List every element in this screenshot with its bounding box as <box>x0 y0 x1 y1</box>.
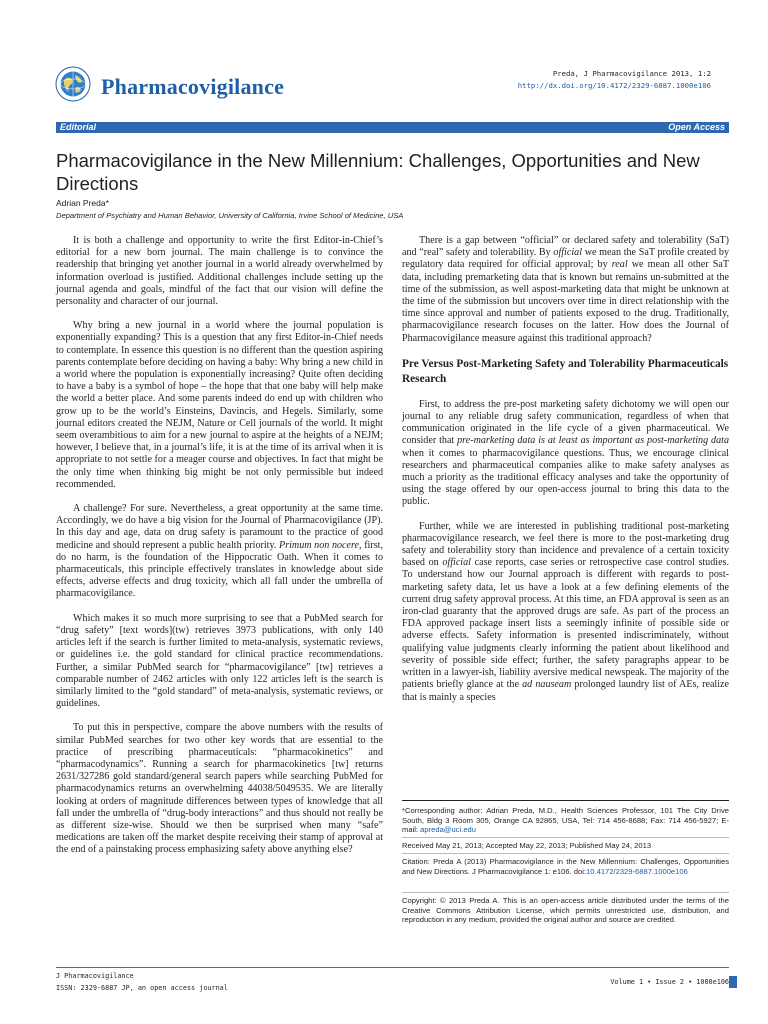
citation-line: Preda, J Pharmacovigilance 2013, 1:2 <box>552 69 711 78</box>
article-title: Pharmacovigilance in the New Millennium: Challenges, Opportunities and New Directions <box>56 150 700 194</box>
text-run: There is a gap between “official” or declared safety and tolerability (SaT) and “real” safety and tolerability. By <box>402 235 729 259</box>
section-label: Editorial <box>60 122 97 132</box>
paragraph: Which makes it so much more surprising to see that a PubMed search for “drug safety” [text words](tw) retrieves 3973 publications, with only 140 articles left if the search is further limited to meta-analysis, systematic reviews, or guidelines i.e. the gold standard for clinical practice recommendations. Further, a similar PubMed search for “pharmacovigilance” [tw] retrieves a comparable number of 2462 articles with only 122 articles left is the search is similarly limited to the “gold standard” of meta-analysis, systematic reviews, or guidelines. <box>56 612 383 710</box>
left-column <box>56 235 383 869</box>
paragraph <box>402 235 729 345</box>
publication-dates: Received May 21, 2013; Accepted May 22, 2013; Published May 24, 2013 <box>402 841 652 850</box>
paragraph <box>402 399 729 509</box>
text-run: , first, do no harm, is the foundation of the Hippocratic Oath. When it comes to pharmaceuticals, this principle effectively translates in knowledge about side effects, adverse effects and drug toxicity, which all fall under the umbrella of pharmacovigilance. <box>56 539 383 600</box>
text-run: prolonged laundry list of AEs, realize that is mainly a species <box>402 679 729 703</box>
text-run: Further, while we are interested in publishing traditional post-marketing pharmacovigilance research, we feel there is more to the post-marketing drug safety and tolerability story than incidence and prevalence of a certain toxicity based on <box>402 520 729 569</box>
divider <box>402 837 729 838</box>
emphasis: official <box>442 557 471 569</box>
right-column <box>402 235 729 716</box>
text-run: First, to address the pre-post marketing safety dichotomy we will open our journal to any reliable drug safety communication, regardless of when that communication originated in the life cycle of a given pharmaceutical. We consider that <box>402 398 729 447</box>
open-access-label: Open Access <box>668 122 725 132</box>
citation <box>402 857 729 876</box>
doi-link[interactable]: http://dx.doi.org/10.4172/2329-6887.1000e106 <box>517 81 711 90</box>
section-heading: Pre Versus Post-Marketing Safety and Tolerability Pharmaceuticals Research <box>402 357 729 385</box>
divider <box>402 853 729 854</box>
journal-name: Pharmacovigilance <box>101 74 285 99</box>
page-marker-icon <box>729 976 737 988</box>
paragraph: Why bring a new journal in a world where the journal population is exponentially expanding? This is a question that any first Editor-in-Chief needs to contemplate. In essence this question is no different than the question aspiring parents contemplate before deciding on having a baby: Why bring a new child in a world where the population is exponentially increasing? Quite often deciding to have a baby is a symbol of hope – the hope that that one baby will help make the world a better place. And some parents indeed do end up with children who grow up to be the world’s Einsteins, Davincis, and Hegels. Similarly, some journal editors created the NEJM, Nature or Cell journals of the world. It might seem overambitious to aim for a new journal to aspire at the heights of a NEJM; however, I believe that, in a journal’s life, it is at the time of its arrival when it is appropriate to not settle for a meager course and objectives. In fact that might be the only time when thinking big might be not only permissible but indeed recommended. <box>56 320 383 490</box>
footer-volume: Volume 1 • Issue 2 • 1000e106 <box>610 978 729 986</box>
latin-phrase: Primum non nocere <box>279 539 360 551</box>
footer-divider <box>56 967 729 968</box>
paragraph <box>402 521 729 704</box>
paragraph: To put this in perspective, compare the above numbers with the results of similar PubMed searches for two other key words that are essential to the practice of prescribing pharmaceuticals: “pharmacokinetics” and “pharmacodynamics”. Running a search for pharmacokinetics [tw] returns 2631/327286 gold standard/general search papers while searching PubMed for pharmacodynamics returns an overwhelming 44038/5049535. We are literally looking at orders of magnitude differences between types of knowledge that all fall under the umbrella of “drug-body interactions” and thus should not really be as different size-wise. Should we then be surprised when many “safe” medications are taken off the market despite receiving their stamp of approval at the end of a painstaking process emphasizing safety above anything else? <box>56 722 383 856</box>
text-run: A challenge? For sure. Nevertheless, a great opportunity at the same time. Accordingly, we do have a big vision for the Journal of Pharmacovigilance (JP). In this day and age, data on drug safety is paramount to the practice of good medicine and should represent a public health priority. <box>56 503 383 551</box>
emphasis: pre-marketing data is at least as important as post-marketing data <box>457 435 729 447</box>
footer-journal: J Pharmacovigilance <box>56 972 134 980</box>
author-affiliation: Department of Psychiatry and Human Behavior, University of California, Irvine School of Medicine, USA <box>56 211 404 220</box>
text-run: Citation: Preda A (2013) Pharmacovigilance in the New Millennium: Challenges, Opportunities and New Directions. J Pharmacovigilance 1: e106. doi: <box>402 857 729 876</box>
email-link[interactable]: apreda@uci.edu <box>420 825 476 835</box>
divider <box>402 892 729 893</box>
emphasis: official <box>553 247 583 259</box>
doi-citation-link[interactable]: 10.4172/2329-6887.1000e106 <box>586 866 688 876</box>
text-run: we mean the SaT profile created by regulatory data required for official approval; by <box>402 247 729 271</box>
text-run: we mean all other SaT data, including premarketing data that is known but remains un-submitted at the time of the submission, as well aspost-marketing data that might be unknown at the time of the submission but uncovers over time in direct relationship with the time since approval and number of patients exposed to the drug. Traditionally, pharmacovigilance research focuses on the latter. How does the Journal of Pharmacovigilance measure against this traditional approach? <box>402 259 729 344</box>
emphasis: real <box>611 259 628 271</box>
footnote-divider <box>402 800 729 801</box>
author-name: Adrian Preda* <box>56 198 109 208</box>
text-run: *Corresponding author: Adrian Preda, M.D., Health Sciences Professor, 101 The City Drive South, Bldg 3 Room 305, Orange CA 92865, USA, Tel: 714 456-8688; Fax: 714 456-5927; E-mail: <box>402 806 729 835</box>
text-run: when it comes to pharmacovigilance questions. Thus, we encourage clinical researchers and pharmaceutical companies alike to make safety analyses as much a priority as the traditional efficacy analyses and take the opportunity of using the stage offered by our open-access journal to bring this data to the public. <box>402 447 729 508</box>
journal-globe-logo-icon <box>55 66 91 102</box>
paragraph: It is both a challenge and opportunity to write the first Editor-in-Chief’s editorial for a new born journal. The main challenge is to convince the readership that bringing yet another journal in a world already overwhelmed by information overload is justified. Additional challenges include setting up the journal agenda and goals, mindful of the fact that our vision will define the personality and character of our journal. <box>56 235 383 308</box>
text-run: case reports, case series or retrospective case control studies. To understand how our Journal approach is different with regards to post-marketing safety data, let us have a look at a few defining elements of the current drug safety approval process. At this time, an FDA approval is seen as an iron-clad guaranty that the approved drugs are safe. As part of the process an FDA approved package insert lists a seemingly infinite of possible side or adverse effects. Safety information is presented indiscriminately, without qualifying value judgments clearly informing the patient about likelihood and severity of possible side effect; further, the safety paragraphs appear to be written in a lawyer-ish, liability aversive medical newspeak. The majority of the patients briefly glance at the <box>402 557 730 691</box>
page-header <box>0 0 768 120</box>
copyright-notice: Copyright: © 2013 Preda A. This is an open-access article distributed under the terms of the Creative Commons Attribution License, which permits unrestricted use, distribution, and reproduction in any medium, provided the original author and source are credited. <box>402 896 729 925</box>
footer-issn: ISSN: 2329-6887 JP, an open access journal <box>56 984 228 992</box>
paragraph <box>56 503 383 601</box>
emphasis: ad nauseam <box>522 679 572 691</box>
section-bar <box>56 122 729 133</box>
corresponding-author <box>402 806 729 835</box>
